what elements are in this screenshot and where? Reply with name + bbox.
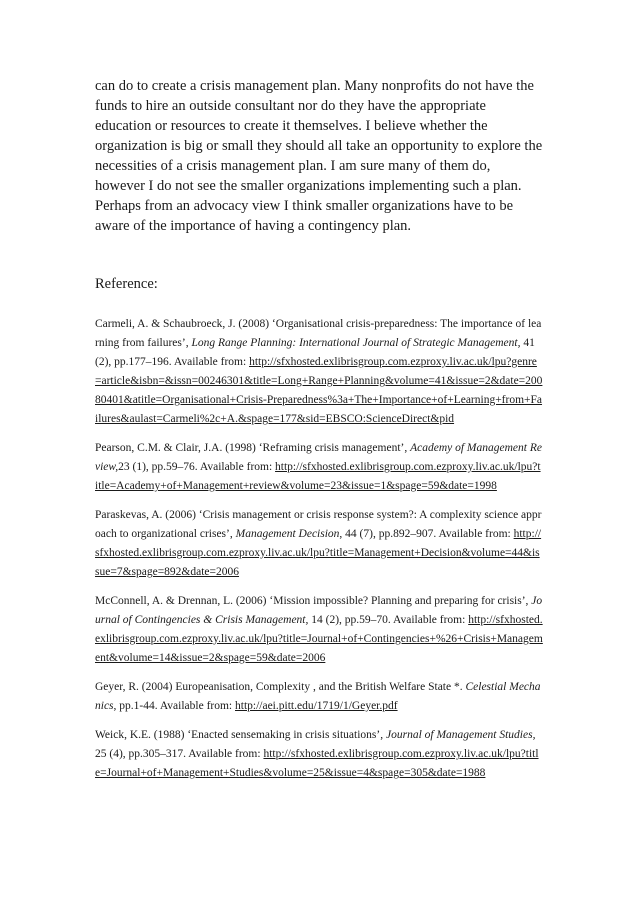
reference-details: 41 (2), pp.177–196. Available from: (95, 337, 535, 368)
references-heading: Reference: (95, 276, 158, 292)
reference-text: Pearson, C.M. & Clair, J.A. (1998) ‘Reframing crisis management’, (95, 442, 411, 454)
reference-text: Paraskevas, A. (2006) ‘Crisis management or crisis response system?: A complexity science approach to organizational crises’, (95, 509, 542, 540)
reference-journal: Management Decision (235, 528, 340, 540)
reference-entry (95, 506, 543, 582)
reference-details: , pp.1-44. Available from: (113, 700, 235, 712)
reference-entry (95, 726, 543, 783)
reference-link[interactable]: http://sfxhosted.exlibrisgroup.com.ezproxy.liv.ac.uk/lpu?title=Academy+of+Management+review&volume=23&issue=1&spage=59&date=1998 (95, 461, 541, 492)
reference-details: 25 (4), pp.305–317. Available from: (95, 748, 264, 760)
reference-journal: Celestial Mechanics (95, 681, 541, 712)
reference-text: McConnell, A. & Drennan, L. (2006) ‘Mission impossible? Planning and preparing for crisis’, (95, 595, 532, 607)
reference-link[interactable]: http://aei.pitt.edu/1719/1/Geyer.pdf (235, 700, 398, 712)
reference-entry (95, 315, 543, 429)
document-page (95, 76, 543, 793)
reference-link[interactable]: http://sfxhosted.exlibrisgroup.com.ezproxy.liv.ac.uk/lpu?title=Journal+of+Contingencies+%26+Crisis+Management&volume=14&issue=2&spage=59&date=2006 (95, 614, 543, 664)
reference-text: Weick, K.E. (1988) ‘Enacted sensemaking in crisis situations’, (95, 729, 386, 741)
reference-list (95, 315, 543, 783)
reference-journal: Academy of Management Review, (95, 442, 542, 473)
reference-text: Geyer, R. (2004) Europeanisation, Complexity , and the British Welfare State *. (95, 681, 466, 693)
reference-journal: Journal of Management Studies, (385, 729, 536, 741)
reference-details: 23 (1), pp.59–76. Available from: (118, 461, 276, 473)
reference-link[interactable]: http://sfxhosted.exlibrisgroup.com.ezproxy.liv.ac.uk/lpu?genre=article&isbn=&issn=00246301&title=Long+Range+Planning&volume=41&issue=2&date=20080401&atitle=Organisational+Crisis-Preparedness%3a+The+Importance+of+Learning+from+Failures&aulast=Carmeli%2c+A.&spage=177&sid=EBSCO:ScienceDirect&pid (95, 356, 543, 425)
reference-details: 14 (2), pp.59–70. Available from: (308, 614, 469, 626)
reference-journal: Long Range Planning: International Journal of Strategic Management, (191, 337, 521, 349)
reference-entry (95, 439, 543, 496)
reference-details: , 44 (7), pp.892–907. Available from: (339, 528, 514, 540)
reference-link[interactable]: http://sfxhosted.exlibrisgroup.com.ezproxy.liv.ac.uk/lpu?title=Management+Decision&volume=44&issue=7&spage=892&date=2006 (95, 528, 542, 578)
reference-journal: Journal of Contingencies & Crisis Management, (95, 595, 543, 626)
body-paragraph: can do to create a crisis management plan. Many nonprofits do not have the funds to hire an outside consultant nor do they have the appropriate education or resources to create it themselves. I believe whether the organization is big or small they should all take an opportunity to explore the necessities of a crisis management plan. I am sure many of them do, however I do not see the smaller organizations implementing such a plan. Perhaps from an advocacy view I think smaller organizations have to be aware of the importance of having a contingency plan. (95, 78, 543, 234)
reference-text: Carmeli, A. & Schaubroeck, J. (2008) ‘Organisational crisis-preparedness: The importance of learning from failures’, (95, 318, 542, 349)
reference-entry (95, 592, 543, 668)
reference-link[interactable]: http://sfxhosted.exlibrisgroup.com.ezproxy.liv.ac.uk/lpu?title=Journal+of+Management+Studies&volume=25&issue=4&spage=305&date=1988 (95, 748, 539, 779)
reference-entry (95, 678, 543, 716)
